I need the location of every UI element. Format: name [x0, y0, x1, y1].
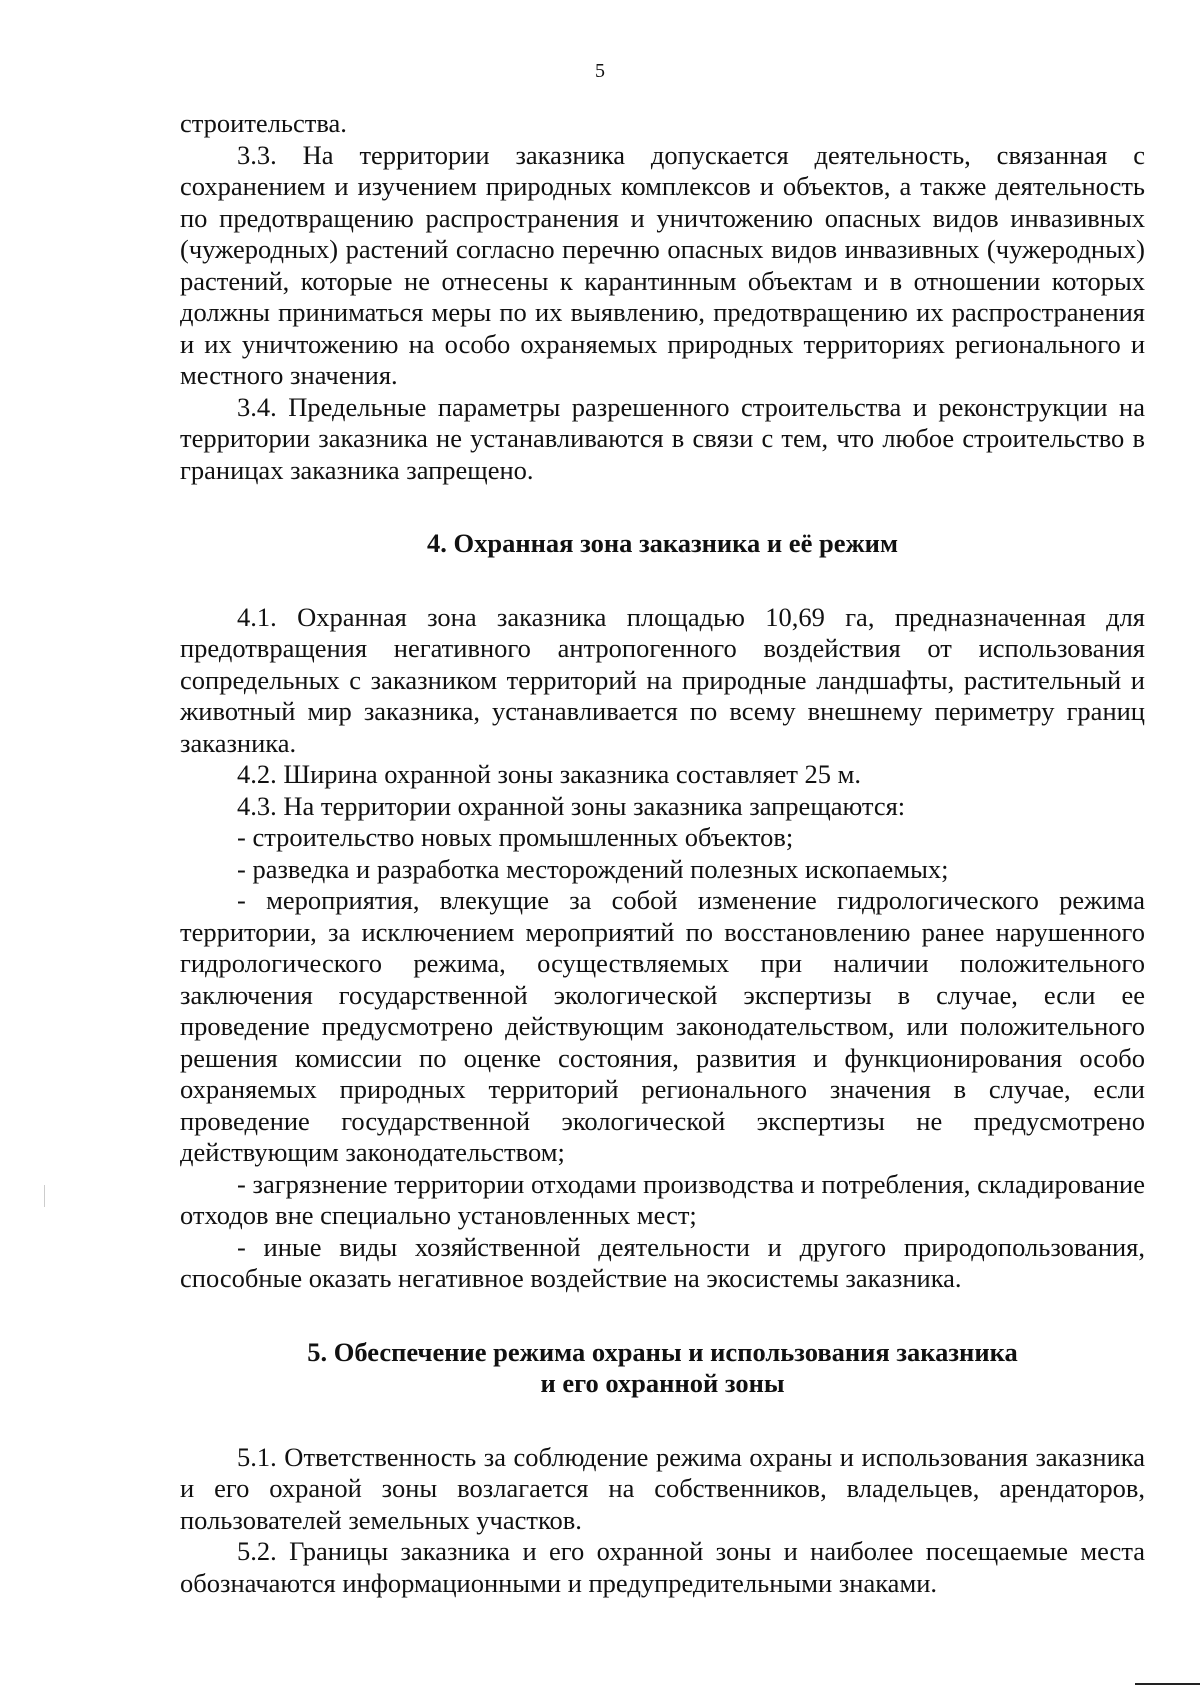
list-item-other-activities: - иные виды хозяйственной деятельности и другого природопользования, способные оказать негативное воздействие на экосистемы заказника. [180, 1231, 1145, 1293]
paragraph-5-1: 5.1. Ответственность за соблюдение режима охраны и использования заказника и его охраной зоны возлагается на собственников, владельцев, арендаторов, пользователей земельных участков. [180, 1441, 1145, 1535]
document-body [180, 108, 1145, 1599]
paragraph-3-4: 3.4. Предельные параметры разрешенного строительства и реконструкции на территории заказника не устанавливаются в связи с тем, что любое строительство в границах заказника запрещено. [180, 391, 1145, 485]
section-5-heading-line-1: 5. Обеспечение режима охраны и использования заказника [307, 1336, 1018, 1367]
list-item-new-industrial-objects: - строительство новых промышленных объектов; [237, 822, 794, 852]
list-item-pollution: - загрязнение территории отходами производства и потребления, складирование отходов вне специально установленных мест; [180, 1168, 1145, 1230]
paragraph-4-1: 4.1. Охранная зона заказника площадью 10,69 га, предназначенная для предотвращения негативного антропогенного воздействия от использования сопредельных с заказником территорий на природные ландшафты, растительный и животный мир заказника, устанавливается по всему внешнему периметру границ заказника. [180, 601, 1145, 758]
section-5-heading-line-2: и его охранной зоны [540, 1368, 785, 1398]
paragraph-3-3: 3.3. На территории заказника допускается деятельность, связанная с сохранением и изучением природных комплексов и объектов, а также деятельность по предотвращению распространения и уничтожению опасных видов инвазивных (чужеродных) растений согласно перечню опасных видов инвазивных (чужеродных) растений, которые не отнесены к карантинным объектам и в отношении которых должны приниматься меры по их выявлению, предотвращению их распространения и их уничтожению на особо охраняемых природных территориях регионального и местного значения. [180, 139, 1145, 390]
paragraph-5-2: 5.2. Границы заказника и его охранной зоны и наиболее посещаемые места обозначаются информационными и предупредительными знаками. [180, 1536, 1145, 1598]
list-item-mineral-exploration: - разведка и разработка месторождений полезных ископаемых; [237, 853, 949, 884]
footer-rule [1135, 1683, 1200, 1685]
paragraph-4-2: 4.2. Ширина охранной зоны заказника составляет 25 м. [237, 759, 862, 789]
page-number: 5 [595, 60, 605, 82]
paragraph-continuation: строительства. [180, 108, 347, 138]
section-4-heading: 4. Охранная зона заказника и её режим [426, 528, 898, 558]
list-item-hydrological-changes: - мероприятия, влекущие за собой изменение гидрологического режима территории, за исключением мероприятий по восстановлению ранее нарушенного гидрологического режима, осуществляемых при наличии положительного заключения государственной экологической экспертизы в случае, если ее проведение предусмотрено действующим законодательством, или положительного решения комиссии по оценке состояния, развития и функционирования особо охраняемых природных территорий регионального значения в случае, если проведение государственной экологической экспертизы не предусмотрено действующим законодательством; [180, 885, 1145, 1167]
scan-edge-mark [44, 1185, 45, 1207]
paragraph-4-3: 4.3. На территории охранной зоны заказника запрещаются: [237, 790, 906, 821]
section-5-heading [180, 1337, 1145, 1400]
